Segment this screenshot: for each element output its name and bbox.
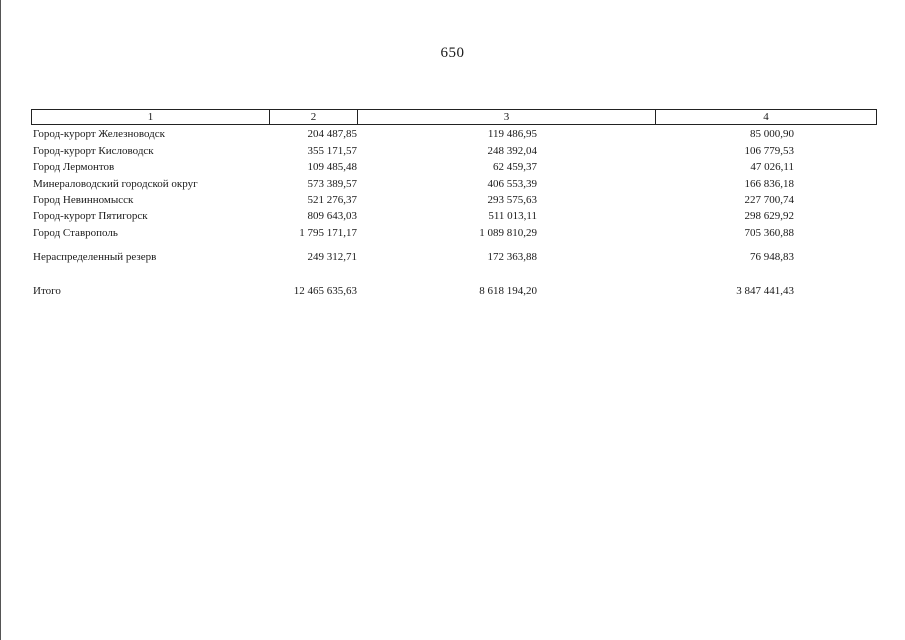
page-number: 650 [440, 45, 465, 61]
row-value-col4: 705 360,88 [744, 227, 794, 239]
row-name: Город Невинномысск [33, 194, 134, 206]
row-value-col4: 106 779,53 [744, 145, 794, 157]
row-name: Город Лермонтов [33, 161, 115, 173]
reserve-value-col3: 172 363,88 [487, 251, 537, 263]
row-value-col2: 809 643,03 [307, 210, 357, 222]
row-value-col2: 204 487,85 [307, 128, 357, 140]
row-value-col3: 293 575,63 [487, 194, 537, 206]
row-value-col2: 109 485,48 [307, 161, 357, 173]
row-value-col4: 85 000,90 [750, 128, 794, 140]
table-row [0, 208, 905, 224]
page-edge-rule [0, 0, 1, 640]
row-value-col3: 62 459,37 [493, 161, 537, 173]
reserve-row [0, 249, 905, 265]
reserve-value-col4: 76 948,83 [750, 251, 794, 263]
row-value-col3: 406 553,39 [487, 178, 537, 190]
row-value-col2: 573 389,57 [307, 178, 357, 190]
total-value-col2: 12 465 635,63 [293, 285, 357, 297]
row-name: Город-курорт Пятигорск [33, 210, 148, 222]
header-column-2: 2 [270, 110, 358, 124]
reserve-value-col2: 249 312,71 [307, 251, 357, 263]
total-name: Итого [33, 285, 61, 297]
total-row [0, 283, 905, 299]
row-name: Город-курорт Железноводск [33, 128, 165, 140]
row-value-col4: 166 836,18 [744, 178, 794, 190]
reserve-name: Нераспределенный резерв [33, 251, 157, 263]
row-value-col4: 298 629,92 [744, 210, 794, 222]
row-value-col3: 511 013,11 [488, 210, 537, 222]
row-value-col2: 355 171,57 [307, 145, 357, 157]
table-header [31, 109, 877, 125]
total-value-col4: 3 847 441,43 [736, 285, 794, 297]
row-value-col3: 248 392,04 [487, 145, 537, 157]
row-value-col4: 47 026,11 [750, 161, 794, 173]
row-name: Город Ставрополь [33, 227, 118, 239]
row-value-col2: 521 276,37 [307, 194, 357, 206]
table-row [0, 225, 905, 241]
row-name: Город-курорт Кисловодск [33, 145, 154, 157]
header-column-1: 1 [32, 110, 270, 124]
row-value-col3: 1 089 810,29 [479, 227, 537, 239]
row-value-col3: 119 486,95 [487, 128, 537, 140]
header-column-4: 4 [763, 111, 769, 123]
row-name: Минераловодский городской округ [33, 178, 198, 190]
row-value-col4: 227 700,74 [744, 194, 794, 206]
total-value-col3: 8 618 194,20 [479, 285, 537, 297]
table-row [0, 126, 905, 142]
table-row [0, 192, 905, 208]
header-column-3: 3 [358, 110, 656, 124]
table-row [0, 176, 905, 192]
table-row [0, 143, 905, 159]
table-row [0, 159, 905, 175]
row-value-col2: 1 795 171,17 [299, 227, 357, 239]
